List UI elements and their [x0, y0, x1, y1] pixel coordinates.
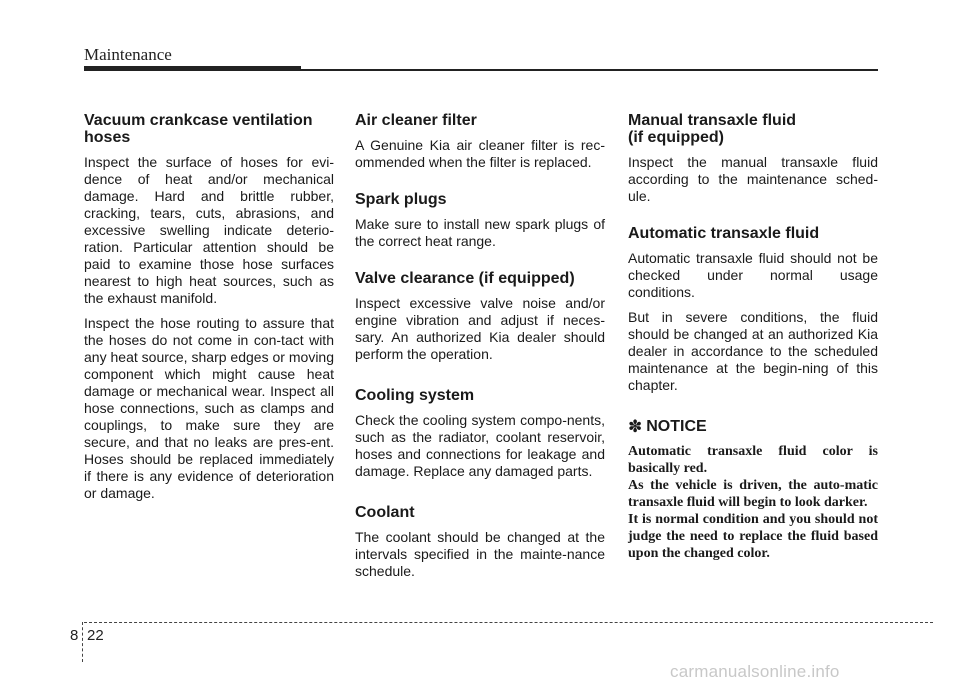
section-heading-manual-transaxle — [628, 112, 878, 146]
section-heading-automatic-transaxle: Automatic transaxle fluid — [628, 225, 820, 242]
paragraph-valve-clearance: Inspect excessive valve noise and/or engine vibration and adjust if neces-sary. An authorized Kia dealer should perform the operation. — [355, 295, 605, 362]
section-heading-coolant: Coolant — [355, 504, 415, 521]
paragraph-coolant: The coolant should be changed at the intervals specified in the mainte-nance schedule. — [355, 529, 605, 579]
footer-dashed-rule — [84, 622, 933, 623]
heading-line-1: Manual transaxle fluid — [628, 112, 797, 129]
column-3 — [628, 112, 878, 562]
paragraph-hose-surface: Inspect the surface of hoses for evi-dence of heat and/or mechanical damage. Hard and brittle rubber, cracking, tears, cuts, abrasions, and excessive swelling indicate deterio-ration. Particular attention should be paid to examine those hose surfaces nearest to high heat sources, such as the exhaust manifold. — [84, 154, 334, 306]
paragraph-hose-routing: Inspect the hose routing to assure that the hoses do not come in con-tact with any heat source, sharp edges or moving component which might cause heat damage or mechanical wear. Inspect all hose connections, such as clamps and couplings, to make sure they are secure, and that no leaks are pres-ent. Hoses should be replaced immediately if there is any evidence of deterioration or damage. — [84, 315, 334, 501]
paragraph-spark-plugs: Make sure to install new spark plugs of the correct heat range. — [355, 216, 605, 249]
notice-text-1: Automatic transaxle fluid color is basically red. — [628, 444, 878, 476]
column-2 — [355, 112, 605, 580]
header-rule-thick — [84, 66, 301, 71]
column-1 — [84, 112, 334, 502]
notice-text-3: It is normal condition and you should not judge the need to replace the fluid based upon the changed color. — [628, 512, 878, 561]
watermark-text: carmanualsonline.info — [670, 662, 840, 681]
heading-line-2: (if equipped) — [628, 129, 724, 146]
section-heading-spark-plugs: Spark plugs — [355, 191, 447, 208]
notice-text-2: As the vehicle is driven, the auto-matic transaxle fluid will begin to look darker. — [628, 478, 878, 510]
paragraph-air-cleaner: A Genuine Kia air cleaner filter is rec-ommended when the filter is replaced. — [355, 137, 605, 170]
notice-title: NOTICE — [646, 418, 707, 435]
header-rule-thin — [301, 69, 878, 71]
section-heading-cooling-system: Cooling system — [355, 387, 475, 404]
paragraph-cooling-system: Check the cooling system compo-nents, such as the radiator, coolant reservoir, hoses and connections for leakage and damage. Replace any damaged parts. — [355, 412, 605, 479]
paragraph-manual-transaxle: Inspect the manual transaxle fluid according to the maintenance sched-ule. — [628, 154, 878, 204]
notice-star-icon: ✽ — [628, 417, 643, 436]
section-heading-valve-clearance: Valve clearance (if equipped) — [355, 270, 575, 287]
page-header-title: Maintenance — [84, 45, 172, 64]
footer-dashed-divider — [82, 622, 83, 662]
page-chapter-number: 8 — [70, 627, 79, 644]
section-heading-vacuum-hoses: Vacuum crankcase ventilation hoses — [84, 112, 313, 146]
section-heading-air-cleaner: Air cleaner filter — [355, 112, 477, 129]
paragraph-automatic-transaxle-1: Automatic transaxle fluid should not be checked under normal usage conditions. — [628, 250, 878, 300]
notice-heading — [628, 418, 878, 435]
paragraph-automatic-transaxle-2: But in severe conditions, the fluid should be changed at an authorized Kia dealer in accordance to the scheduled maintenance at the begin-ning of this chapter. — [628, 309, 878, 393]
page-number: 22 — [87, 627, 104, 644]
